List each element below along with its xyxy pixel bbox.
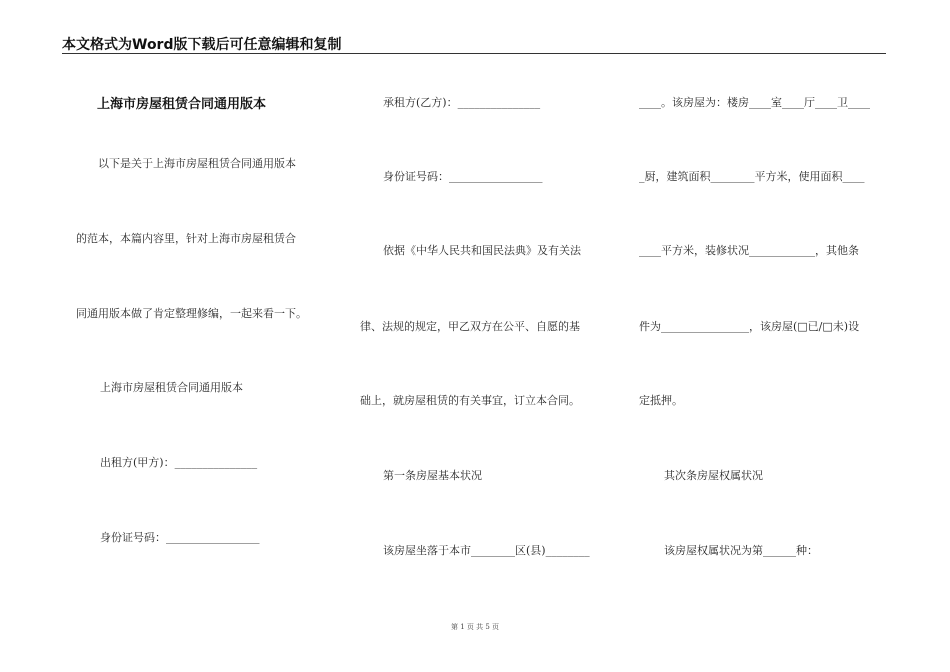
text-line: 定抵押。 bbox=[639, 394, 683, 407]
page-number: 第 1 页 共 5 页 bbox=[450, 623, 500, 631]
text-line: _厨，建筑面积________平方米，使用面积____ bbox=[639, 170, 865, 183]
text-line: 上海市房屋租赁合同通用版本 bbox=[100, 381, 243, 394]
text-line: 身份证号码：_________________ bbox=[100, 531, 260, 544]
text-line: 承租方(乙方)：_______________ bbox=[383, 96, 541, 109]
text-line: 础上，就房屋租赁的有关事宜，订立本合同。 bbox=[360, 394, 580, 407]
text-line: 出租方(甲方)：_______________ bbox=[100, 456, 258, 469]
text-line: 该房屋坐落于本市________区(县)________ bbox=[383, 544, 590, 557]
header-title: 本文格式为Word版下载后可任意编辑和复制 bbox=[62, 37, 342, 53]
text-line: 第一条房屋基本状况 bbox=[383, 469, 482, 482]
text-line: 该房屋权属状况为第______种： bbox=[664, 544, 818, 557]
text-line: ____。该房屋为：楼房____室____厅____卫____ bbox=[639, 96, 870, 109]
text-line: 同通用版本做了肯定整理修编，一起来看一下。 bbox=[76, 307, 307, 320]
text-line: 律、法规的规定，甲乙双方在公平、自愿的基 bbox=[360, 320, 580, 333]
header-rule bbox=[62, 53, 886, 54]
text-line: 件为________________，该房屋(□已/□未)设 bbox=[639, 320, 860, 333]
text-line: 依据《中华人民共和国民法典》及有关法 bbox=[383, 244, 581, 257]
text-line: ____平方米，装修状况____________，其他条 bbox=[639, 244, 859, 257]
text-line: 其次条房屋权属状况 bbox=[664, 469, 763, 482]
text-line: 以下是关于上海市房屋租赁合同通用版本 bbox=[98, 157, 296, 170]
document-title: 上海市房屋租赁合同通用版本 bbox=[97, 97, 267, 112]
text-line: 身份证号码：_________________ bbox=[383, 170, 543, 183]
text-line: 的范本，本篇内容里，针对上海市房屋租赁合 bbox=[76, 232, 296, 245]
